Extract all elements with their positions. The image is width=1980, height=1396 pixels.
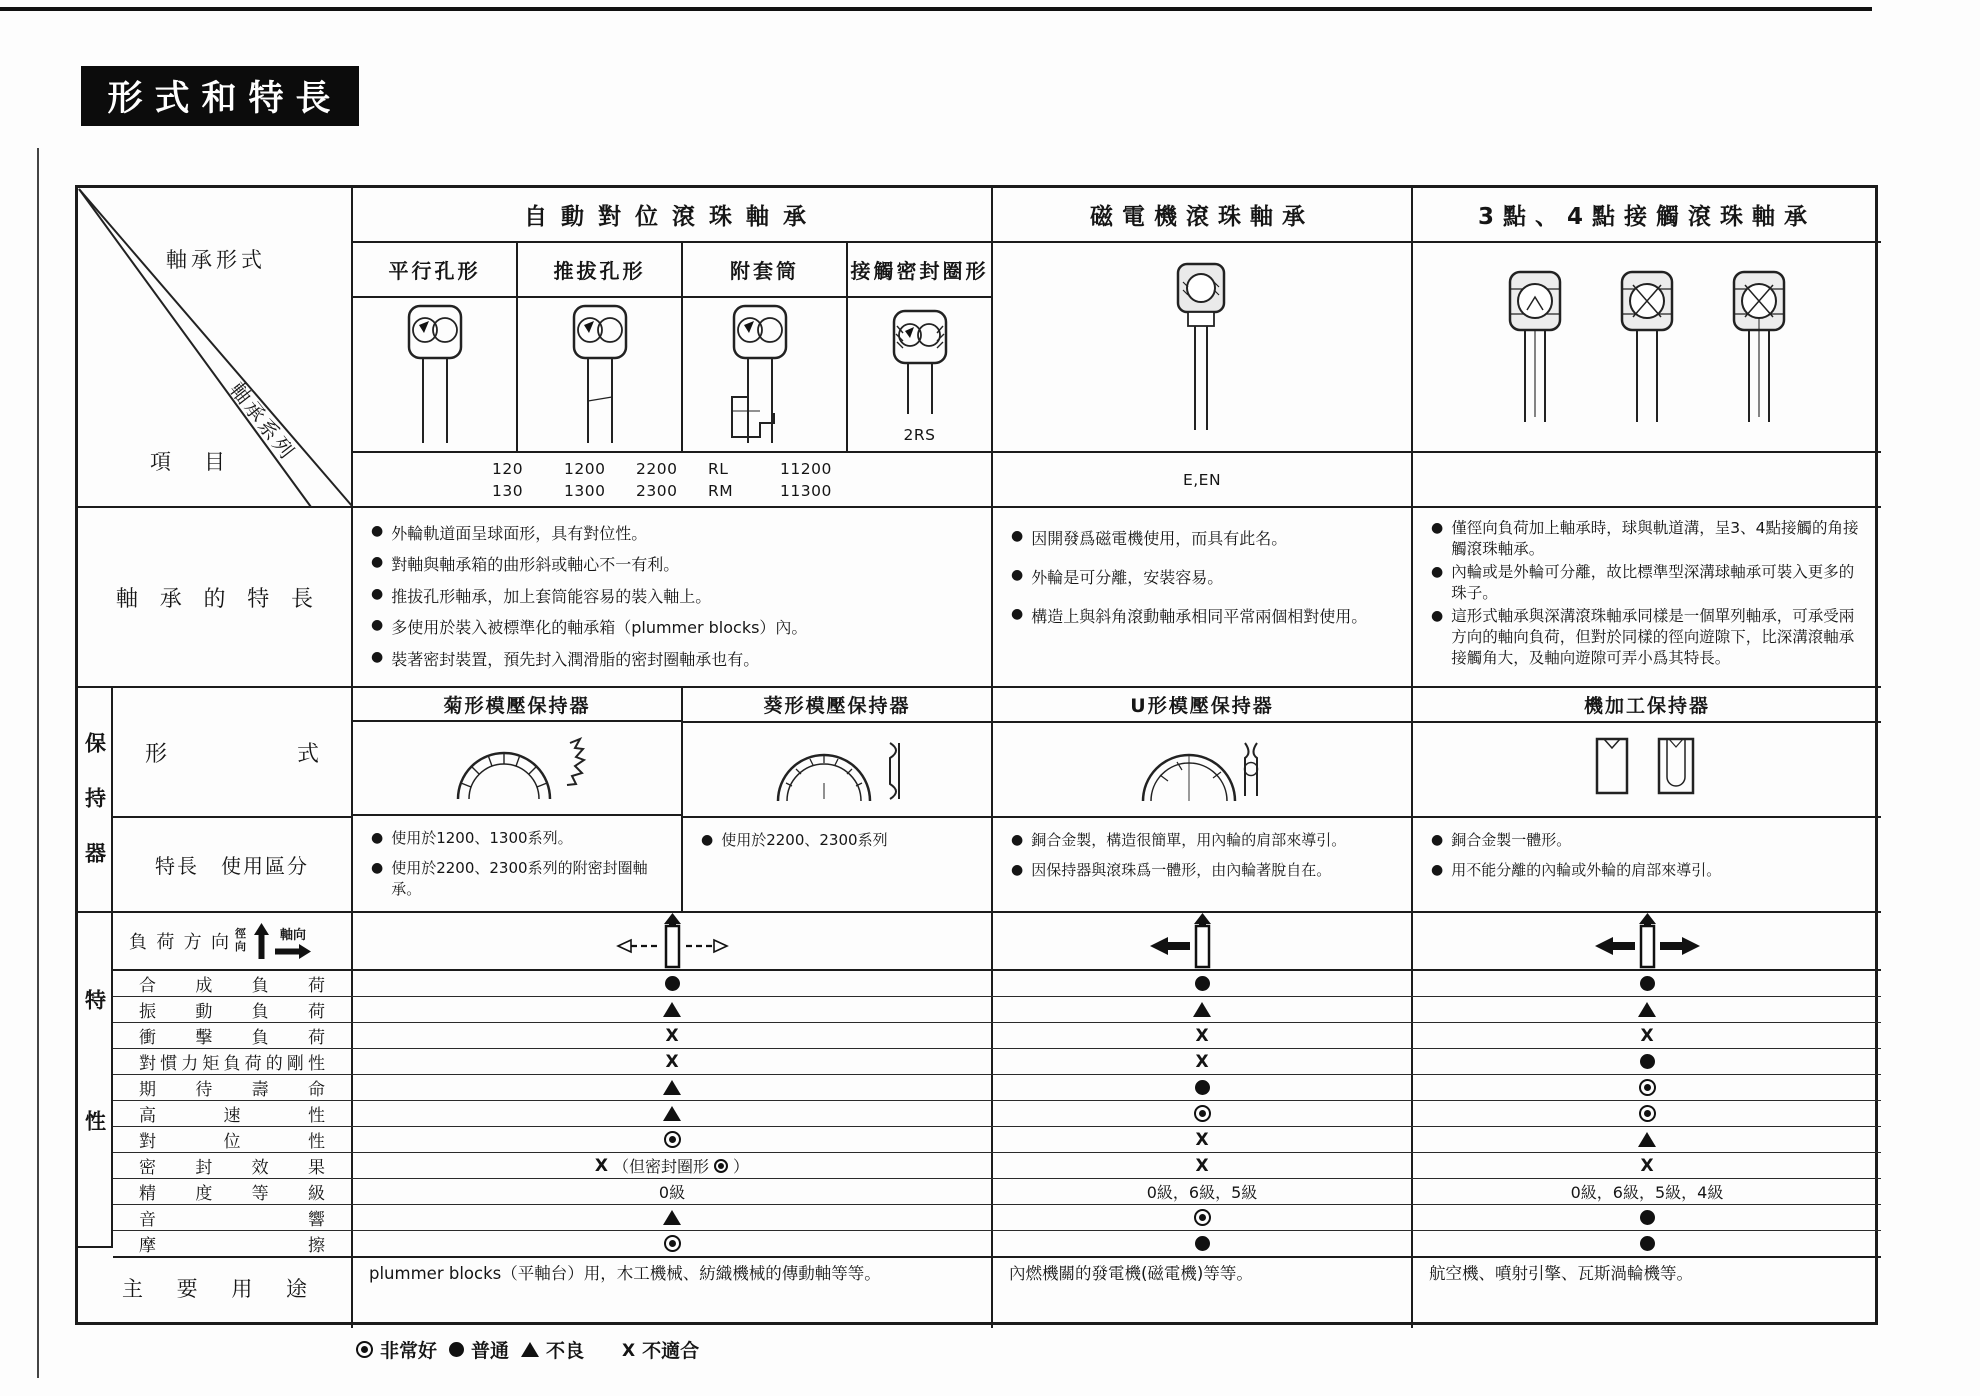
char-row-label: 摩擦: [139, 1236, 325, 1256]
poor-symbol-icon: [521, 1342, 539, 1357]
subtype-contact-seal: 接觸密封圈形: [848, 243, 993, 298]
series-value: 130: [492, 481, 524, 500]
rating-cell: [353, 1127, 993, 1152]
rating-symbol: [1195, 1156, 1208, 1175]
rating-cell: [993, 971, 1413, 996]
corner-bearing-form-label: 軸承形式: [166, 248, 266, 272]
rating-symbol: [1638, 1002, 1656, 1017]
series-value: 1200: [564, 459, 606, 478]
cage-note-item: ● 銅合金製，構造很簡單，用內輪的肩部來導引。: [1011, 830, 1395, 852]
precision-grade-cell: 0級，6級，5級，4級: [1570, 1183, 1724, 1202]
char-row-label: 精度等級: [139, 1184, 325, 1204]
char-row-label: 密封效果: [139, 1158, 325, 1178]
precision-grade-cell: 0級: [353, 1179, 993, 1204]
cage-note-item: ● 銅合金製一體形。: [1431, 830, 1865, 852]
rating-symbol: [665, 1052, 678, 1071]
retainer-form-label: 形式: [113, 688, 353, 818]
rating-symbol: [1640, 1026, 1653, 1045]
rating-cell: [353, 1075, 993, 1100]
cage-notes: [353, 816, 681, 911]
rating-cell: [1413, 1023, 1881, 1048]
rating-symbol: [663, 1002, 681, 1017]
corner-item-label: 項 目: [150, 450, 231, 474]
series-value: 11200: [780, 459, 832, 478]
axial-arrow-icon: [275, 944, 311, 959]
sealed-bearing-figure: [848, 298, 993, 453]
rating-cell: [993, 1205, 1413, 1230]
rating-symbol: [1194, 1209, 1211, 1226]
char-row-shock-load: [113, 1023, 1881, 1049]
bullet-icon: ●: [701, 832, 714, 848]
u-form-cage-figure: [993, 723, 1411, 818]
series-value: 2200: [636, 459, 678, 478]
rating-cell: [1413, 1205, 1881, 1230]
rating-symbol: [714, 1159, 728, 1173]
three-point-contact-bearing-figure-2: [1615, 267, 1679, 427]
uses-self-aligning: plummer blocks（平軸台）用，木工機械、紡織機械的傳動軸等等。: [353, 1248, 993, 1328]
load-direction-label: 負荷方向 徑向 軸向: [113, 913, 353, 971]
rating-cell: [353, 997, 993, 1022]
bearing-comparison-table: [75, 185, 1878, 1325]
bullet-icon: ●: [371, 522, 384, 539]
legend-item-poor: 不良: [521, 1336, 584, 1363]
feature-item: ● 這形式軸承與深溝滾珠軸承同樣是一個單列軸承，可承受兩方向的軸向負荷，但對於同樣的徑向遊隙下，比深溝滾軸承接觸角大，及軸向遊隙可弄小爲其特長。: [1431, 606, 1855, 667]
series-value: 1300: [564, 481, 606, 500]
char-row-label: 音響: [139, 1210, 325, 1230]
rating-symbol: [595, 1156, 608, 1175]
cage-header: 機加工保持器: [1413, 688, 1881, 723]
char-row-combined-load: [113, 971, 1881, 997]
rating-legend: [356, 1336, 699, 1363]
rating-cell: [353, 1049, 993, 1074]
char-row-moment-rigidity: [113, 1049, 1881, 1075]
self-aligning-tapered-bearing-figure: [518, 298, 683, 453]
group-header-self-aligning: 自動對位滾珠軸承: [353, 188, 993, 243]
seal-code-label: 2RS: [903, 426, 936, 444]
series-cell-magneto: E,EN: [993, 453, 1413, 508]
rating-cell: [1413, 971, 1881, 996]
machined-cage-figure: [1413, 723, 1881, 818]
rating-cell: [993, 1101, 1413, 1126]
radial-label: 徑向: [235, 927, 246, 953]
char-row-label: 合成負荷: [139, 976, 325, 996]
corner-cell: [78, 188, 353, 508]
cage-col-machined: [1413, 688, 1881, 913]
rating-cell: [993, 1075, 1413, 1100]
rating-cell: [1413, 1101, 1881, 1126]
series-value: RL: [708, 459, 729, 478]
bullet-icon: ●: [1431, 832, 1444, 848]
series-value: 11300: [780, 481, 832, 500]
bullet-icon: ●: [371, 554, 384, 570]
series-cell-3pt-4pt: [1413, 453, 1881, 508]
rating-symbol: [1640, 976, 1655, 991]
self-aligning-bearing-figure: [353, 298, 518, 453]
rating-cell: [353, 1153, 993, 1178]
cage-note-item: ● 用不能分離的內輪或外輪的肩部來導引。: [1431, 860, 1865, 882]
corner-bearing-series-label: 軸承系列: [225, 377, 301, 466]
axial-label-group: 軸向: [275, 924, 311, 959]
cage-header: 菊形模壓保持器: [353, 688, 681, 722]
cage-note-item: ● 因保持器與滾珠爲一體形，由內輪著脫自在。: [1011, 860, 1395, 882]
seal-note-text: （但密封圈形: [613, 1157, 710, 1176]
char-row-label: 高速性: [139, 1106, 325, 1126]
rating-symbol: [1195, 1130, 1208, 1149]
subtype-tapered-bore: 推拔孔形: [518, 243, 683, 298]
rating-symbol: [1639, 1105, 1656, 1122]
bullet-icon: ●: [1011, 861, 1024, 878]
rating-symbol: [1639, 1079, 1656, 1096]
rating-symbol: [663, 1106, 681, 1121]
bullet-icon: ●: [1011, 567, 1024, 583]
rating-symbol: [1194, 1105, 1211, 1122]
bullet-icon: ●: [371, 585, 384, 602]
subtype-with-sleeve: 附套筒: [683, 243, 848, 298]
feature-item: ● 對軸與軸承箱的曲形斜或軸心不一有利。: [371, 554, 680, 574]
bullet-icon: ●: [1431, 607, 1444, 624]
rating-cell: [353, 971, 993, 996]
group-header-magneto: 磁電機滾珠軸承: [993, 188, 1413, 243]
legend-item-unsuitable: X 不適合: [622, 1336, 699, 1363]
rating-symbol: [663, 1210, 681, 1225]
series-value: RM: [708, 481, 734, 500]
series-value: 120: [492, 459, 524, 478]
group-header-3pt-4pt: 3點、4點接觸滾珠軸承: [1413, 188, 1881, 243]
unsuitable-symbol-icon: [622, 1339, 635, 1361]
bullet-icon: ●: [1431, 520, 1444, 536]
radial-arrow-icon: [254, 923, 269, 959]
rating-symbol: [665, 976, 680, 991]
rating-cell: [1413, 1075, 1881, 1100]
bullet-icon: ●: [371, 617, 384, 633]
cage-header: 葵形模壓保持器: [683, 688, 991, 723]
rating-cell: [1413, 997, 1881, 1022]
rating-cell: [993, 997, 1413, 1022]
bullet-icon: ●: [371, 859, 384, 876]
uses-3pt-4pt: 航空機、噴射引擎、瓦斯渦輪機等。: [1429, 1264, 1693, 1283]
feature-item: ● 外輪軌道面呈球面形，具有對位性。: [371, 522, 648, 543]
rating-cell: [993, 1049, 1413, 1074]
rating-cell: [1413, 1049, 1881, 1074]
normal-symbol-icon: [449, 1342, 464, 1357]
bullet-icon: ●: [1431, 861, 1444, 878]
legend-item-normal: 普通: [449, 1336, 509, 1363]
scan-artifact-top: [0, 7, 1872, 11]
char-row-label: 對位性: [139, 1132, 325, 1152]
magneto-bearing-figure: [993, 243, 1413, 453]
bullet-icon: ●: [1011, 832, 1024, 848]
char-row-label: 衝擊負荷: [139, 1028, 325, 1048]
feature-item: ● 外輪是可分離，安裝容易。: [1011, 567, 1224, 587]
features-3pt-4pt: [1413, 508, 1881, 688]
char-row-label: 振動負荷: [139, 1002, 325, 1022]
char-row-expected-life: [113, 1075, 1881, 1101]
load-direction-figure-3pt-4pt: [1413, 913, 1881, 971]
cage-col-u-form: [993, 688, 1413, 913]
series-value: 2300: [636, 481, 678, 500]
feature-item: ● 多使用於裝入被標準化的軸承箱（plummer blocks）內。: [371, 617, 808, 637]
bullet-icon: ●: [1011, 528, 1024, 544]
features-self-aligning: [353, 508, 993, 688]
rating-cell: [353, 1205, 993, 1230]
feature-item: ● 內輪或是外輪可分離，故比標準型深溝球軸承可裝入更多的珠子。: [1431, 562, 1855, 602]
three-point-contact-bearing-figure-1: [1503, 267, 1567, 427]
three-point-contact-bearing-figures: [1413, 243, 1881, 453]
char-row-label: 對慣力矩負荷的剛性: [139, 1054, 325, 1074]
cage-note-item: ● 使用於2200、2300系列: [701, 830, 975, 852]
feature-item: ● 僅徑向負荷加上軸承時，球與軌道溝，呈3、4點接觸的角接觸滾珠軸承。: [1431, 519, 1859, 558]
uses-row-label: 主要用途: [78, 1248, 353, 1328]
three-point-contact-bearing-figure-3: [1727, 267, 1791, 427]
uses-magneto: 內燃機關的發電機(磁電機)等等。: [993, 1248, 1413, 1328]
cage-note-item: ● 使用於2200、2300系列的附密封圈軸承。: [371, 858, 665, 902]
feature-item: ● 裝著密封裝置，預先封入潤滑脂的密封圈軸承也有。: [371, 648, 760, 669]
sunflower-cage-figure: [683, 723, 991, 818]
cage-notes: [993, 818, 1411, 911]
rating-cell: [993, 1127, 1413, 1152]
rating-symbol: [1640, 1054, 1655, 1069]
char-row-label: 期待壽命: [139, 1080, 325, 1100]
rating-symbol: [663, 1080, 681, 1095]
features-row-label-text: 軸承的特長: [116, 586, 313, 612]
rating-cell: [993, 1023, 1413, 1048]
char-row-precision-grade: [113, 1179, 1881, 1205]
feature-item: ● 推拔孔形軸承，加上套筒能容易的裝入軸上。: [371, 585, 712, 606]
rating-symbol: [1638, 1132, 1656, 1147]
char-row-noise: [113, 1205, 1881, 1231]
bullet-icon: ●: [371, 648, 384, 665]
very-good-symbol-icon: [356, 1341, 373, 1358]
cage-note-item: ● 使用於1200、1300系列。: [371, 828, 665, 850]
bullet-icon: ●: [1011, 606, 1024, 622]
seal-note-text: ）: [733, 1157, 750, 1176]
rating-symbol: [1195, 1052, 1208, 1071]
cage-header: U形模壓保持器: [993, 688, 1411, 723]
page-title: 形式和特長: [81, 66, 359, 126]
cage-notes: [683, 818, 991, 911]
rating-symbol: [1195, 976, 1210, 991]
rating-cell: [353, 1101, 993, 1126]
scan-artifact-left: [37, 148, 39, 1378]
rating-cell: [993, 1153, 1413, 1178]
chrysanthemum-cage-figure: [353, 722, 681, 815]
feature-item: ● 因開發爲磁電機使用，而具有此名。: [1011, 528, 1288, 548]
char-row-sealing-effect: [113, 1153, 1881, 1179]
load-direction-figure-self-aligning: [353, 913, 993, 971]
rating-symbol: [1193, 1002, 1211, 1017]
precision-grade-cell: 0級，6級，5級: [993, 1179, 1413, 1204]
char-row-alignment: [113, 1127, 1881, 1153]
cage-col-sunflower: [683, 688, 993, 913]
rating-cell: [1413, 1153, 1881, 1178]
feature-item: ● 構造上與斜角滾動軸承相同平常兩個相對使用。: [1011, 606, 1368, 626]
rating-cell: [1413, 1127, 1881, 1152]
rating-symbol: [1195, 1080, 1210, 1095]
retainer-usage-label: 特長 使用區分: [113, 818, 353, 913]
rating-symbol: [1640, 1156, 1653, 1175]
load-direction-figure-magneto: [993, 913, 1413, 971]
bullet-icon: ●: [1431, 563, 1444, 580]
rating-symbol: [664, 1131, 681, 1148]
features-magneto: [993, 508, 1413, 688]
adapter-sleeve-bearing-figure: [683, 298, 848, 453]
legend-item-very-good: 非常好: [356, 1336, 437, 1363]
cage-notes: [1413, 818, 1881, 911]
bullet-icon: ●: [371, 829, 384, 846]
subtype-cylindrical-bore: 平行孔形: [353, 243, 518, 298]
rating-symbol: [1195, 1026, 1208, 1045]
char-row-high-speed: [113, 1101, 1881, 1127]
char-row-vibration-load: [113, 997, 1881, 1023]
rating-symbol: [1640, 1210, 1655, 1225]
features-row-label: [78, 508, 353, 688]
retainer-side-label: 保持器: [78, 688, 113, 913]
series-cell-self-aligning: [353, 453, 993, 508]
rating-cell: [353, 1023, 993, 1048]
characteristics-side-label: 特性: [78, 913, 113, 1248]
characteristics-rows: [113, 971, 1881, 1256]
rating-symbol: [665, 1026, 678, 1045]
cage-col-chrysanthemum: [353, 688, 683, 913]
